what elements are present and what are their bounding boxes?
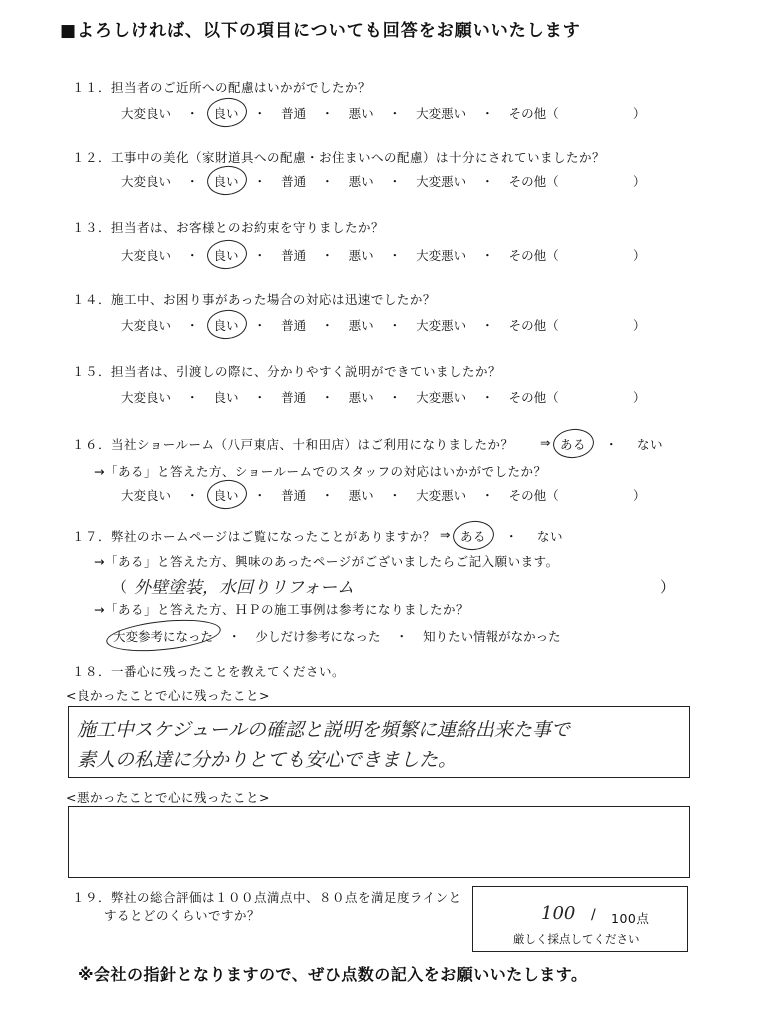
separator-dot: ・ <box>186 488 199 503</box>
question-11: １１．担当者のご近所への配慮はいかがでしたか？ <box>72 80 372 95</box>
rating-row-12 <box>118 172 646 190</box>
rating-option[interactable]: 大変良い <box>121 488 172 503</box>
separator-dot: ・ <box>186 390 199 405</box>
separator-dot: ・ <box>186 318 199 333</box>
rating-option[interactable]: 大変悪い <box>416 488 467 503</box>
separator-dot: ・ <box>388 174 402 189</box>
rating-row-15 <box>118 388 646 406</box>
rating-option[interactable]: 良い <box>211 316 242 334</box>
question-13: １３．担当者は、お客様とのお約束を守りましたか？ <box>72 220 385 235</box>
separator-dot: ・ <box>388 318 402 333</box>
separator-dot: ・ <box>321 488 334 503</box>
separator-dot: ・ <box>481 318 494 333</box>
question-18: １８．一番心に残ったことを教えてください。 <box>72 664 346 679</box>
separator-dot: ・ <box>388 488 402 503</box>
rating-row-16 <box>118 486 646 504</box>
q17-dot: ・ <box>505 529 519 544</box>
rating-option[interactable]: 悪い <box>348 248 374 263</box>
separator-dot: ・ <box>388 248 402 263</box>
rating-option[interactable]: 普通 <box>281 488 307 503</box>
score-box[interactable] <box>472 886 688 952</box>
rating-option[interactable]: 良い <box>213 390 239 405</box>
rating-option[interactable]: 大変悪い <box>416 318 467 333</box>
other-paren-close: ） <box>633 318 646 333</box>
question-19-line-1: １９．弊社の総合評価は１００点満点中、８０点を満足度ラインと <box>72 890 462 905</box>
bad-answer-box[interactable] <box>68 806 690 878</box>
separator-dot: ・ <box>481 390 494 405</box>
ref-option-slightly[interactable]: 少しだけ参考になった <box>255 629 381 644</box>
q17-yes-no <box>440 527 566 545</box>
separator-dot: ・ <box>481 174 494 189</box>
score-max: 100点 <box>611 911 650 926</box>
separator-dot: ・ <box>321 174 334 189</box>
separator-dot: ・ <box>253 106 267 121</box>
separator-dot: ・ <box>253 488 267 503</box>
separator-dot: ・ <box>321 318 334 333</box>
separator-dot: ・ <box>481 248 494 263</box>
other-paren-close: ） <box>633 390 646 405</box>
q17-paren-open: （ <box>112 578 128 596</box>
rating-option[interactable]: 大変悪い <box>416 174 467 189</box>
rating-option[interactable]: その他（ <box>508 248 559 263</box>
separator-dot: ・ <box>321 390 334 405</box>
bad-label: <悪かったことで心に残ったこと> <box>66 790 270 805</box>
rating-option[interactable]: その他（ <box>508 390 559 405</box>
separator-dot: ・ <box>388 390 402 405</box>
reference-options-row <box>110 627 564 645</box>
q17-paren-close: ） <box>660 578 676 596</box>
question-15: １５．担当者は、引渡しの際に、分かりやすく説明ができていましたか？ <box>72 364 502 379</box>
separator-dot: ・ <box>481 488 494 503</box>
separator-dot: ・ <box>186 106 199 121</box>
page-title: ■よろしければ、以下の項目についても回答をお願いいたします <box>60 21 581 41</box>
rating-option[interactable]: 普通 <box>281 248 307 263</box>
other-paren-close: ） <box>633 106 646 121</box>
rating-option[interactable]: 大変良い <box>121 248 172 263</box>
good-answer-line-2: 素人の私達に分かりとても安心できました。 <box>77 749 458 771</box>
separator-dot: ・ <box>228 629 241 644</box>
rating-option[interactable]: 大変悪い <box>416 248 467 263</box>
q16-dot: ・ <box>605 437 619 452</box>
rating-option[interactable]: 大変悪い <box>416 390 467 405</box>
separator-dot: ・ <box>253 174 267 189</box>
rating-option[interactable]: 悪い <box>348 318 374 333</box>
rating-option[interactable]: 普通 <box>281 174 307 189</box>
separator-dot: ・ <box>321 106 334 121</box>
q17-no-option[interactable]: ない <box>537 529 564 544</box>
rating-option[interactable]: 悪い <box>348 488 374 503</box>
rating-row-11 <box>118 104 646 122</box>
good-answer-box[interactable] <box>68 706 690 778</box>
good-answer-line-1: 施工中スケジュールの確認と説明を頻繁に連絡出来た事で <box>77 719 570 741</box>
rating-option[interactable]: 普通 <box>281 390 307 405</box>
rating-option[interactable]: 大変悪い <box>416 106 467 121</box>
separator-dot: ・ <box>481 106 494 121</box>
score-note: 厳しく採点してください <box>513 932 640 946</box>
question-17: １７．弊社のホームページはご覧になったことがありますか？ <box>72 529 436 544</box>
other-paren-close: ） <box>633 488 646 503</box>
question-14: １４．施工中、お困り事があった場合の対応は迅速でしたか？ <box>72 292 436 307</box>
q17-sub-question-1: →「ある」と答えた方、興味のあったページがございましたらご記入願います。 <box>94 554 559 569</box>
question-12: １２．工事中の美化（家財道具への配慮・お住まいへの配慮）は十分にされていましたか？ <box>72 150 606 165</box>
ref-option-very[interactable]: 大変参考になった <box>110 627 216 645</box>
ref-option-none[interactable]: 知りたい情報がなかった <box>423 629 561 644</box>
rating-option[interactable]: 良い <box>211 104 242 122</box>
q17-handwritten-answer[interactable]: 外壁塗装，水回りリフォーム <box>134 578 355 598</box>
rating-option[interactable]: 大変良い <box>121 106 172 121</box>
question-16: １６．当社ショールーム（八戸東店、十和田店）はご利用になりましたか？ <box>72 437 514 452</box>
separator-dot: ・ <box>253 248 267 263</box>
rating-option[interactable]: 大変良い <box>121 318 172 333</box>
separator-dot: ・ <box>388 106 402 121</box>
q17-sub-question-2: →「ある」と答えた方、ＨＰの施工事例は参考になりましたか？ <box>94 602 469 617</box>
good-label: <良かったことで心に残ったこと> <box>66 688 270 703</box>
rating-option[interactable]: その他（ <box>508 318 559 333</box>
q17-yes-option[interactable]: ある <box>457 527 489 545</box>
rating-row-14 <box>118 316 646 334</box>
arrow-icon: ⇒ <box>440 527 451 542</box>
rating-option[interactable]: 悪い <box>348 174 374 189</box>
q16-no-option[interactable]: ない <box>637 437 664 452</box>
rating-option[interactable]: 大変良い <box>121 174 172 189</box>
separator-dot: ・ <box>186 174 199 189</box>
footer-note: ※会社の指針となりますので、ぜひ点数の記入をお願いいたします。 <box>78 965 588 984</box>
question-19-line-2: するとどのくらいですか？ <box>104 908 261 923</box>
rating-option[interactable]: その他（ <box>508 174 559 189</box>
rating-option[interactable]: 悪い <box>348 390 374 405</box>
separator-dot: ・ <box>186 248 199 263</box>
separator-dot: ・ <box>253 390 267 405</box>
other-paren-close: ） <box>633 248 646 263</box>
separator-dot: ・ <box>253 318 267 333</box>
rating-option[interactable]: 普通 <box>281 106 307 121</box>
q16-yes-no <box>540 435 666 453</box>
score-value: 100 <box>541 903 576 924</box>
rating-option[interactable]: 良い <box>211 172 242 190</box>
separator-dot: ・ <box>321 248 334 263</box>
score-slash: / <box>591 907 596 923</box>
other-paren-close: ） <box>633 174 646 189</box>
separator-dot: ・ <box>395 629 409 644</box>
rating-row-13 <box>118 246 646 264</box>
q16-sub-question: →「ある」と答えた方、ショールームでのスタッフの対応はいかがでしたか？ <box>94 464 547 479</box>
rating-option[interactable]: 良い <box>211 486 242 504</box>
q16-yes-option[interactable]: ある <box>557 435 589 453</box>
rating-option[interactable]: その他（ <box>508 106 559 121</box>
rating-option[interactable]: 普通 <box>281 318 307 333</box>
rating-option[interactable]: 悪い <box>348 106 374 121</box>
arrow-icon: ⇒ <box>540 435 551 450</box>
rating-option[interactable]: その他（ <box>508 488 559 503</box>
rating-option[interactable]: 良い <box>211 246 242 264</box>
rating-option[interactable]: 大変良い <box>121 390 172 405</box>
